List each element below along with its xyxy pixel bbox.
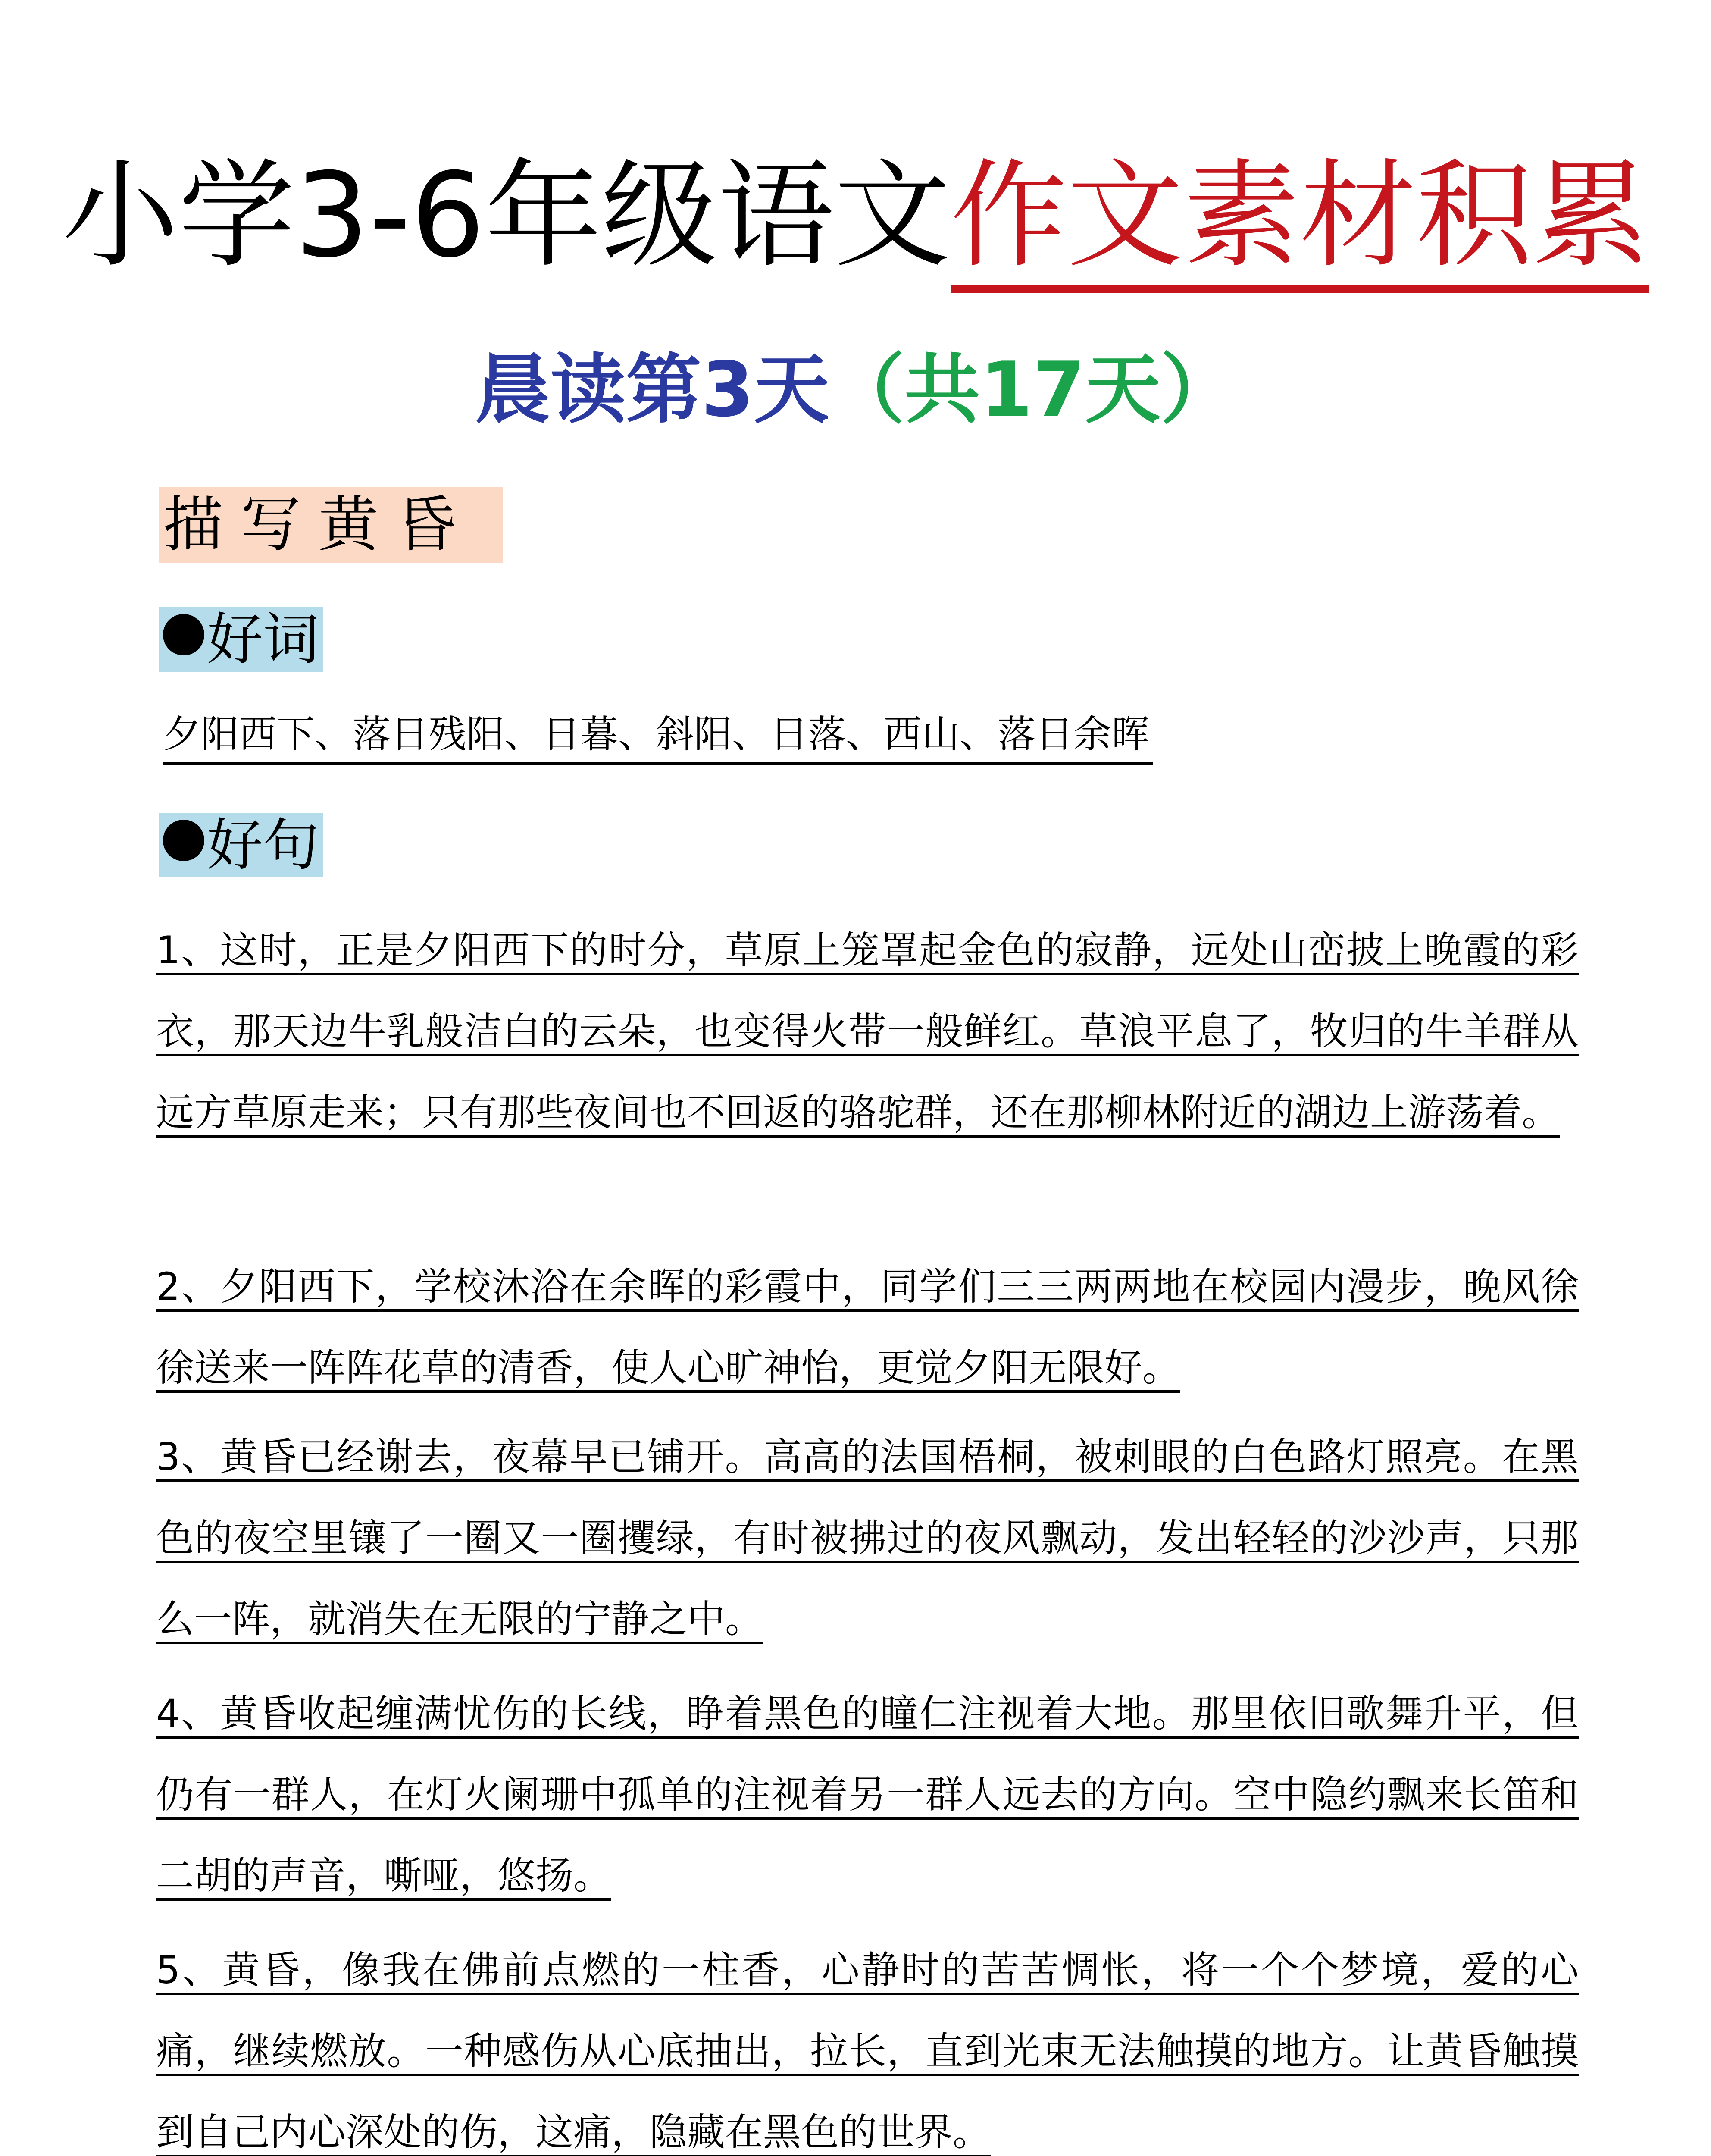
bullet-icon xyxy=(163,614,204,655)
good-words-list: 夕阳西下、落日残阳、日暮、斜阳、日落、西山、落日余晖 xyxy=(163,706,1153,765)
page-subtitle xyxy=(0,341,1711,440)
good-words-heading-label: 好词 xyxy=(207,607,319,672)
page-title xyxy=(0,142,1711,289)
subtitle-day: 晨读第3天 xyxy=(475,346,829,434)
bullet-icon xyxy=(163,820,204,861)
subtitle-total: （共17天） xyxy=(829,346,1236,434)
sentence-item-5 xyxy=(156,1930,1579,2156)
good-words-heading xyxy=(159,607,323,672)
title-part-topic: 作文素材积累 xyxy=(951,147,1649,293)
good-sentences-heading-label: 好句 xyxy=(207,812,319,878)
sentence-item-1 xyxy=(156,910,1579,1153)
good-sentences-heading xyxy=(159,813,323,877)
sentence-item-3 xyxy=(156,1416,1579,1660)
sentence-text: 4、黄昏收起缠满忧伤的长线，睁着黑色的瞳仁注视着大地。那里依旧歌舞升平，但仍有一群人，在灯火阑珊中孤单的注视着另一群人远去的方向。空中隐约飘来长笛和二胡的声音，嘶哑，悠扬。 xyxy=(156,1691,1579,1898)
section-title: 描写黄昏 xyxy=(159,487,503,563)
title-part-grade: 小学3-6年级语文 xyxy=(62,147,951,283)
sentence-item-4 xyxy=(156,1673,1579,1916)
sentence-text: 3、黄昏已经谢去，夜幕早已铺开。高高的法国梧桐，被刺眼的白色路灯照亮。在黑色的夜空里镶了一圈又一圈攫绿，有时被拂过的夜风飘动，发出轻轻的沙沙声，只那么一阵，就消失在无限的宁静之中。 xyxy=(156,1435,1579,1641)
sentence-text: 2、夕阳西下，学校沐浴在余晖的彩霞中，同学们三三两两地在校园内漫步，晚风徐徐送来一阵阵花草的清香，使人心旷神怡，更觉夕阳无限好。 xyxy=(156,1264,1579,1390)
sentence-item-2 xyxy=(156,1246,1579,1408)
sentence-text: 1、这时，正是夕阳西下的时分，草原上笼罩起金色的寂静，远处山峦披上晚霞的彩衣，那天边牛乳般洁白的云朵，也变得火带一般鲜红。草浪平息了，牧归的牛羊群从远方草原走来；只有那些夜间也不回返的骆驼群，还在那柳林附近的湖边上游荡着。 xyxy=(156,928,1579,1134)
sentence-text: 5、黄昏，像我在佛前点燃的一柱香，心静时的苦苦惆怅，将一个个梦境，爱的心痛，继续燃放。一种感伤从心底抽出，拉长，直到光束无法触摸的地方。让黄昏触摸到自己内心深处的伤，这痛，隐藏在黑色的世界。 xyxy=(156,1948,1579,2154)
